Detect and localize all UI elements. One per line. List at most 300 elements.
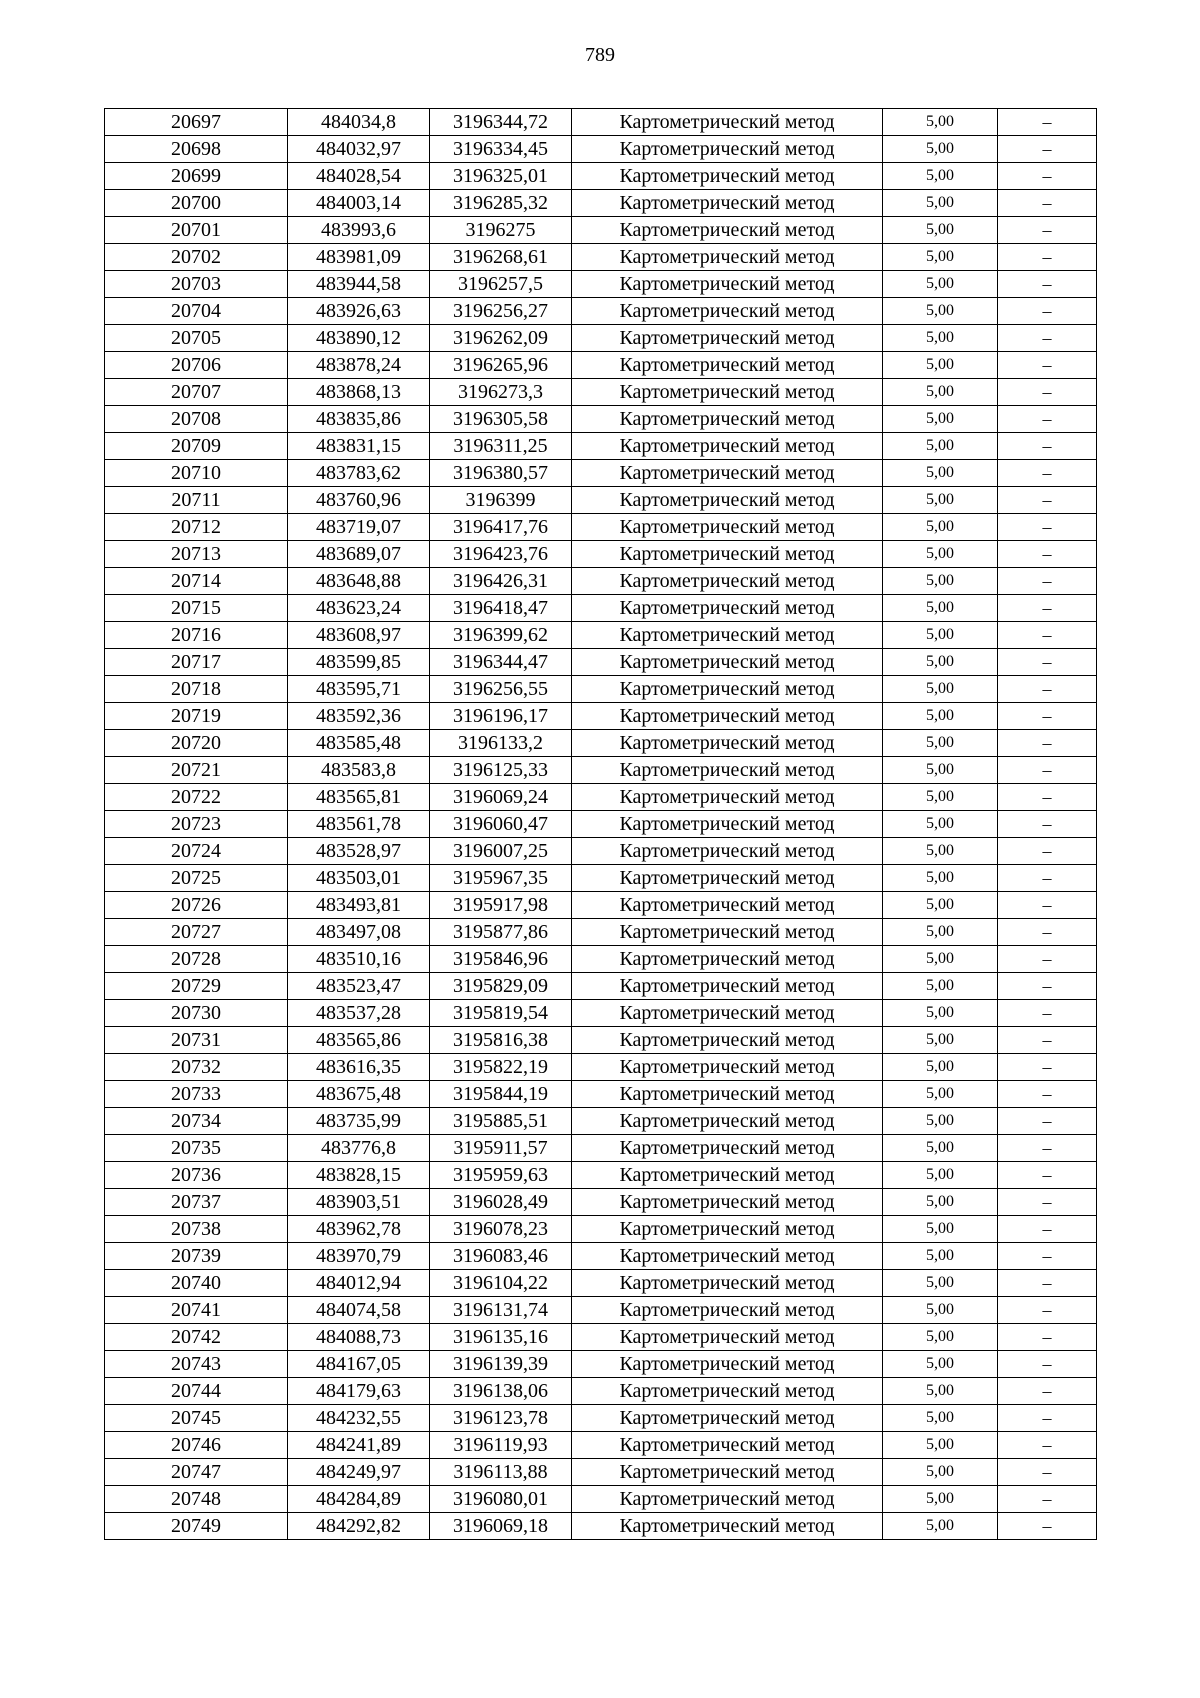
description-cell: – xyxy=(998,649,1097,676)
x-coordinate-cell: 483926,63 xyxy=(288,298,430,325)
point-number-cell: 20729 xyxy=(105,973,288,1000)
method-cell: Картометрический метод xyxy=(572,1189,883,1216)
method-cell: Картометрический метод xyxy=(572,217,883,244)
table-row xyxy=(105,838,1097,865)
x-coordinate-cell: 484032,97 xyxy=(288,136,430,163)
y-coordinate-cell: 3196275 xyxy=(430,217,572,244)
method-cell: Картометрический метод xyxy=(572,892,883,919)
point-number-cell: 20733 xyxy=(105,1081,288,1108)
error-cell: 5,00 xyxy=(883,703,998,730)
table-row xyxy=(105,568,1097,595)
method-cell: Картометрический метод xyxy=(572,541,883,568)
method-cell: Картометрический метод xyxy=(572,1216,883,1243)
point-number-cell: 20735 xyxy=(105,1135,288,1162)
point-number-cell: 20749 xyxy=(105,1513,288,1540)
point-number-cell: 20703 xyxy=(105,271,288,298)
error-cell: 5,00 xyxy=(883,1351,998,1378)
coordinates-table xyxy=(104,108,1097,1540)
table-row xyxy=(105,163,1097,190)
description-cell: – xyxy=(998,946,1097,973)
point-number-cell: 20742 xyxy=(105,1324,288,1351)
x-coordinate-cell: 484088,73 xyxy=(288,1324,430,1351)
method-cell: Картометрический метод xyxy=(572,514,883,541)
table-row xyxy=(105,460,1097,487)
method-cell: Картометрический метод xyxy=(572,919,883,946)
method-cell: Картометрический метод xyxy=(572,595,883,622)
x-coordinate-cell: 484012,94 xyxy=(288,1270,430,1297)
x-coordinate-cell: 483944,58 xyxy=(288,271,430,298)
error-cell: 5,00 xyxy=(883,595,998,622)
x-coordinate-cell: 484179,63 xyxy=(288,1378,430,1405)
error-cell: 5,00 xyxy=(883,244,998,271)
y-coordinate-cell: 3196007,25 xyxy=(430,838,572,865)
x-coordinate-cell: 483993,6 xyxy=(288,217,430,244)
y-coordinate-cell: 3196399 xyxy=(430,487,572,514)
description-cell: – xyxy=(998,433,1097,460)
description-cell: – xyxy=(998,1513,1097,1540)
table-row xyxy=(105,757,1097,784)
error-cell: 5,00 xyxy=(883,1054,998,1081)
y-coordinate-cell: 3195829,09 xyxy=(430,973,572,1000)
method-cell: Картометрический метод xyxy=(572,1081,883,1108)
error-cell: 5,00 xyxy=(883,784,998,811)
table-row xyxy=(105,1135,1097,1162)
error-cell: 5,00 xyxy=(883,892,998,919)
description-cell: – xyxy=(998,406,1097,433)
point-number-cell: 20715 xyxy=(105,595,288,622)
method-cell: Картометрический метод xyxy=(572,865,883,892)
description-cell: – xyxy=(998,460,1097,487)
method-cell: Картометрический метод xyxy=(572,784,883,811)
y-coordinate-cell: 3196285,32 xyxy=(430,190,572,217)
description-cell: – xyxy=(998,973,1097,1000)
y-coordinate-cell: 3195959,63 xyxy=(430,1162,572,1189)
y-coordinate-cell: 3196078,23 xyxy=(430,1216,572,1243)
point-number-cell: 20704 xyxy=(105,298,288,325)
x-coordinate-cell: 483835,86 xyxy=(288,406,430,433)
point-number-cell: 20739 xyxy=(105,1243,288,1270)
method-cell: Картометрический метод xyxy=(572,1135,883,1162)
description-cell: – xyxy=(998,1189,1097,1216)
table-row xyxy=(105,730,1097,757)
x-coordinate-cell: 483595,71 xyxy=(288,676,430,703)
point-number-cell: 20737 xyxy=(105,1189,288,1216)
error-cell: 5,00 xyxy=(883,1297,998,1324)
x-coordinate-cell: 483648,88 xyxy=(288,568,430,595)
description-cell: – xyxy=(998,784,1097,811)
description-cell: – xyxy=(998,1351,1097,1378)
y-coordinate-cell: 3196069,24 xyxy=(430,784,572,811)
method-cell: Картометрический метод xyxy=(572,622,883,649)
method-cell: Картометрический метод xyxy=(572,244,883,271)
point-number-cell: 20701 xyxy=(105,217,288,244)
description-cell: – xyxy=(998,1108,1097,1135)
description-cell: – xyxy=(998,1432,1097,1459)
method-cell: Картометрический метод xyxy=(572,1351,883,1378)
y-coordinate-cell: 3196268,61 xyxy=(430,244,572,271)
error-cell: 5,00 xyxy=(883,325,998,352)
error-cell: 5,00 xyxy=(883,460,998,487)
point-number-cell: 20707 xyxy=(105,379,288,406)
y-coordinate-cell: 3196139,39 xyxy=(430,1351,572,1378)
x-coordinate-cell: 483868,13 xyxy=(288,379,430,406)
table-row xyxy=(105,595,1097,622)
table-row xyxy=(105,1459,1097,1486)
description-cell: – xyxy=(998,1324,1097,1351)
y-coordinate-cell: 3196028,49 xyxy=(430,1189,572,1216)
error-cell: 5,00 xyxy=(883,649,998,676)
table-row xyxy=(105,514,1097,541)
x-coordinate-cell: 483528,97 xyxy=(288,838,430,865)
description-cell: – xyxy=(998,919,1097,946)
error-cell: 5,00 xyxy=(883,676,998,703)
point-number-cell: 20725 xyxy=(105,865,288,892)
point-number-cell: 20730 xyxy=(105,1000,288,1027)
error-cell: 5,00 xyxy=(883,109,998,136)
table-row xyxy=(105,1378,1097,1405)
point-number-cell: 20745 xyxy=(105,1405,288,1432)
error-cell: 5,00 xyxy=(883,1027,998,1054)
x-coordinate-cell: 483608,97 xyxy=(288,622,430,649)
error-cell: 5,00 xyxy=(883,757,998,784)
error-cell: 5,00 xyxy=(883,1162,998,1189)
table-row xyxy=(105,433,1097,460)
description-cell: – xyxy=(998,865,1097,892)
error-cell: 5,00 xyxy=(883,1486,998,1513)
page-number: 789 xyxy=(585,44,615,66)
y-coordinate-cell: 3196426,31 xyxy=(430,568,572,595)
point-number-cell: 20710 xyxy=(105,460,288,487)
x-coordinate-cell: 483497,08 xyxy=(288,919,430,946)
error-cell: 5,00 xyxy=(883,811,998,838)
error-cell: 5,00 xyxy=(883,379,998,406)
y-coordinate-cell: 3196131,74 xyxy=(430,1297,572,1324)
x-coordinate-cell: 483878,24 xyxy=(288,352,430,379)
error-cell: 5,00 xyxy=(883,541,998,568)
error-cell: 5,00 xyxy=(883,1000,998,1027)
error-cell: 5,00 xyxy=(883,865,998,892)
point-number-cell: 20705 xyxy=(105,325,288,352)
point-number-cell: 20723 xyxy=(105,811,288,838)
description-cell: – xyxy=(998,622,1097,649)
point-number-cell: 20702 xyxy=(105,244,288,271)
error-cell: 5,00 xyxy=(883,1081,998,1108)
point-number-cell: 20734 xyxy=(105,1108,288,1135)
point-number-cell: 20697 xyxy=(105,109,288,136)
x-coordinate-cell: 484241,89 xyxy=(288,1432,430,1459)
y-coordinate-cell: 3196334,45 xyxy=(430,136,572,163)
description-cell: – xyxy=(998,676,1097,703)
y-coordinate-cell: 3196262,09 xyxy=(430,325,572,352)
method-cell: Картометрический метод xyxy=(572,676,883,703)
point-number-cell: 20743 xyxy=(105,1351,288,1378)
y-coordinate-cell: 3195885,51 xyxy=(430,1108,572,1135)
x-coordinate-cell: 484074,58 xyxy=(288,1297,430,1324)
error-cell: 5,00 xyxy=(883,352,998,379)
table-row xyxy=(105,109,1097,136)
description-cell: – xyxy=(998,217,1097,244)
x-coordinate-cell: 483565,81 xyxy=(288,784,430,811)
description-cell: – xyxy=(998,1000,1097,1027)
method-cell: Картометрический метод xyxy=(572,757,883,784)
y-coordinate-cell: 3196138,06 xyxy=(430,1378,572,1405)
method-cell: Картометрический метод xyxy=(572,1243,883,1270)
x-coordinate-cell: 483783,62 xyxy=(288,460,430,487)
table-row xyxy=(105,1108,1097,1135)
description-cell: – xyxy=(998,298,1097,325)
description-cell: – xyxy=(998,109,1097,136)
x-coordinate-cell: 483585,48 xyxy=(288,730,430,757)
error-cell: 5,00 xyxy=(883,190,998,217)
description-cell: – xyxy=(998,811,1097,838)
method-cell: Картометрический метод xyxy=(572,190,883,217)
x-coordinate-cell: 484292,82 xyxy=(288,1513,430,1540)
table-row xyxy=(105,973,1097,1000)
x-coordinate-cell: 484028,54 xyxy=(288,163,430,190)
method-cell: Картометрический метод xyxy=(572,379,883,406)
table-row xyxy=(105,1432,1097,1459)
point-number-cell: 20747 xyxy=(105,1459,288,1486)
table-row xyxy=(105,865,1097,892)
point-number-cell: 20728 xyxy=(105,946,288,973)
description-cell: – xyxy=(998,352,1097,379)
x-coordinate-cell: 483537,28 xyxy=(288,1000,430,1027)
method-cell: Картометрический метод xyxy=(572,1405,883,1432)
y-coordinate-cell: 3196325,01 xyxy=(430,163,572,190)
error-cell: 5,00 xyxy=(883,1324,998,1351)
table-row xyxy=(105,622,1097,649)
table-row xyxy=(105,1054,1097,1081)
table-row xyxy=(105,1486,1097,1513)
error-cell: 5,00 xyxy=(883,271,998,298)
y-coordinate-cell: 3196113,88 xyxy=(430,1459,572,1486)
point-number-cell: 20717 xyxy=(105,649,288,676)
point-number-cell: 20714 xyxy=(105,568,288,595)
error-cell: 5,00 xyxy=(883,568,998,595)
method-cell: Картометрический метод xyxy=(572,703,883,730)
method-cell: Картометрический метод xyxy=(572,1000,883,1027)
point-number-cell: 20711 xyxy=(105,487,288,514)
point-number-cell: 20713 xyxy=(105,541,288,568)
x-coordinate-cell: 484284,89 xyxy=(288,1486,430,1513)
table-row xyxy=(105,136,1097,163)
table-row xyxy=(105,271,1097,298)
description-cell: – xyxy=(998,892,1097,919)
error-cell: 5,00 xyxy=(883,487,998,514)
y-coordinate-cell: 3196311,25 xyxy=(430,433,572,460)
x-coordinate-cell: 484167,05 xyxy=(288,1351,430,1378)
method-cell: Картометрический метод xyxy=(572,298,883,325)
table-row xyxy=(105,541,1097,568)
x-coordinate-cell: 484034,8 xyxy=(288,109,430,136)
y-coordinate-cell: 3196135,16 xyxy=(430,1324,572,1351)
method-cell: Картометрический метод xyxy=(572,1054,883,1081)
method-cell: Картометрический метод xyxy=(572,1027,883,1054)
error-cell: 5,00 xyxy=(883,1459,998,1486)
description-cell: – xyxy=(998,487,1097,514)
x-coordinate-cell: 483503,01 xyxy=(288,865,430,892)
table-row xyxy=(105,1270,1097,1297)
table-row xyxy=(105,892,1097,919)
method-cell: Картометрический метод xyxy=(572,487,883,514)
description-cell: – xyxy=(998,757,1097,784)
table-row xyxy=(105,190,1097,217)
y-coordinate-cell: 3196083,46 xyxy=(430,1243,572,1270)
error-cell: 5,00 xyxy=(883,838,998,865)
method-cell: Картометрический метод xyxy=(572,649,883,676)
method-cell: Картометрический метод xyxy=(572,730,883,757)
method-cell: Картометрический метод xyxy=(572,1513,883,1540)
x-coordinate-cell: 483828,15 xyxy=(288,1162,430,1189)
x-coordinate-cell: 483903,51 xyxy=(288,1189,430,1216)
point-number-cell: 20712 xyxy=(105,514,288,541)
error-cell: 5,00 xyxy=(883,1243,998,1270)
method-cell: Картометрический метод xyxy=(572,1459,883,1486)
error-cell: 5,00 xyxy=(883,1378,998,1405)
x-coordinate-cell: 484232,55 xyxy=(288,1405,430,1432)
x-coordinate-cell: 483616,35 xyxy=(288,1054,430,1081)
method-cell: Картометрический метод xyxy=(572,1108,883,1135)
point-number-cell: 20738 xyxy=(105,1216,288,1243)
method-cell: Картометрический метод xyxy=(572,1297,883,1324)
y-coordinate-cell: 3195877,86 xyxy=(430,919,572,946)
error-cell: 5,00 xyxy=(883,730,998,757)
point-number-cell: 20699 xyxy=(105,163,288,190)
point-number-cell: 20731 xyxy=(105,1027,288,1054)
description-cell: – xyxy=(998,1270,1097,1297)
description-cell: – xyxy=(998,541,1097,568)
y-coordinate-cell: 3196119,93 xyxy=(430,1432,572,1459)
y-coordinate-cell: 3196305,58 xyxy=(430,406,572,433)
table-row xyxy=(105,1027,1097,1054)
method-cell: Картометрический метод xyxy=(572,838,883,865)
y-coordinate-cell: 3195816,38 xyxy=(430,1027,572,1054)
table-row xyxy=(105,919,1097,946)
description-cell: – xyxy=(998,379,1097,406)
description-cell: – xyxy=(998,730,1097,757)
error-cell: 5,00 xyxy=(883,217,998,244)
y-coordinate-cell: 3196256,27 xyxy=(430,298,572,325)
y-coordinate-cell: 3196257,5 xyxy=(430,271,572,298)
error-cell: 5,00 xyxy=(883,1189,998,1216)
x-coordinate-cell: 483493,81 xyxy=(288,892,430,919)
error-cell: 5,00 xyxy=(883,298,998,325)
error-cell: 5,00 xyxy=(883,1432,998,1459)
description-cell: – xyxy=(998,703,1097,730)
table-row xyxy=(105,1189,1097,1216)
point-number-cell: 20706 xyxy=(105,352,288,379)
x-coordinate-cell: 483776,8 xyxy=(288,1135,430,1162)
x-coordinate-cell: 483890,12 xyxy=(288,325,430,352)
method-cell: Картометрический метод xyxy=(572,973,883,1000)
error-cell: 5,00 xyxy=(883,622,998,649)
x-coordinate-cell: 483760,96 xyxy=(288,487,430,514)
table-row xyxy=(105,379,1097,406)
table-row xyxy=(105,1324,1097,1351)
x-coordinate-cell: 483523,47 xyxy=(288,973,430,1000)
y-coordinate-cell: 3196104,22 xyxy=(430,1270,572,1297)
method-cell: Картометрический метод xyxy=(572,136,883,163)
description-cell: – xyxy=(998,1027,1097,1054)
table-row xyxy=(105,1243,1097,1270)
table-row xyxy=(105,325,1097,352)
method-cell: Картометрический метод xyxy=(572,406,883,433)
table-row xyxy=(105,1405,1097,1432)
x-coordinate-cell: 483981,09 xyxy=(288,244,430,271)
x-coordinate-cell: 483735,99 xyxy=(288,1108,430,1135)
y-coordinate-cell: 3196080,01 xyxy=(430,1486,572,1513)
y-coordinate-cell: 3196133,2 xyxy=(430,730,572,757)
point-number-cell: 20736 xyxy=(105,1162,288,1189)
description-cell: – xyxy=(998,190,1097,217)
table-row xyxy=(105,217,1097,244)
y-coordinate-cell: 3196423,76 xyxy=(430,541,572,568)
y-coordinate-cell: 3196380,57 xyxy=(430,460,572,487)
table-row xyxy=(105,487,1097,514)
method-cell: Картометрический метод xyxy=(572,460,883,487)
description-cell: – xyxy=(998,136,1097,163)
description-cell: – xyxy=(998,271,1097,298)
method-cell: Картометрический метод xyxy=(572,1486,883,1513)
error-cell: 5,00 xyxy=(883,406,998,433)
y-coordinate-cell: 3196344,47 xyxy=(430,649,572,676)
method-cell: Картометрический метод xyxy=(572,811,883,838)
point-number-cell: 20709 xyxy=(105,433,288,460)
point-number-cell: 20718 xyxy=(105,676,288,703)
y-coordinate-cell: 3196273,3 xyxy=(430,379,572,406)
table-row xyxy=(105,1162,1097,1189)
description-cell: – xyxy=(998,325,1097,352)
error-cell: 5,00 xyxy=(883,514,998,541)
description-cell: – xyxy=(998,1297,1097,1324)
y-coordinate-cell: 3196125,33 xyxy=(430,757,572,784)
description-cell: – xyxy=(998,595,1097,622)
y-coordinate-cell: 3196417,76 xyxy=(430,514,572,541)
table-row xyxy=(105,946,1097,973)
description-cell: – xyxy=(998,163,1097,190)
point-number-cell: 20746 xyxy=(105,1432,288,1459)
description-cell: – xyxy=(998,1243,1097,1270)
description-cell: – xyxy=(998,244,1097,271)
point-number-cell: 20727 xyxy=(105,919,288,946)
error-cell: 5,00 xyxy=(883,1108,998,1135)
table-row xyxy=(105,649,1097,676)
point-number-cell: 20726 xyxy=(105,892,288,919)
y-coordinate-cell: 3196060,47 xyxy=(430,811,572,838)
error-cell: 5,00 xyxy=(883,1405,998,1432)
table-row xyxy=(105,703,1097,730)
x-coordinate-cell: 483623,24 xyxy=(288,595,430,622)
y-coordinate-cell: 3196265,96 xyxy=(430,352,572,379)
description-cell: – xyxy=(998,1459,1097,1486)
description-cell: – xyxy=(998,1054,1097,1081)
y-coordinate-cell: 3196123,78 xyxy=(430,1405,572,1432)
x-coordinate-cell: 483565,86 xyxy=(288,1027,430,1054)
description-cell: – xyxy=(998,1378,1097,1405)
description-cell: – xyxy=(998,1162,1097,1189)
method-cell: Картометрический метод xyxy=(572,163,883,190)
point-number-cell: 20700 xyxy=(105,190,288,217)
error-cell: 5,00 xyxy=(883,1135,998,1162)
y-coordinate-cell: 3195967,35 xyxy=(430,865,572,892)
error-cell: 5,00 xyxy=(883,1216,998,1243)
method-cell: Картометрический метод xyxy=(572,1378,883,1405)
method-cell: Картометрический метод xyxy=(572,946,883,973)
description-cell: – xyxy=(998,1486,1097,1513)
y-coordinate-cell: 3195917,98 xyxy=(430,892,572,919)
y-coordinate-cell: 3195844,19 xyxy=(430,1081,572,1108)
table-row xyxy=(105,1351,1097,1378)
